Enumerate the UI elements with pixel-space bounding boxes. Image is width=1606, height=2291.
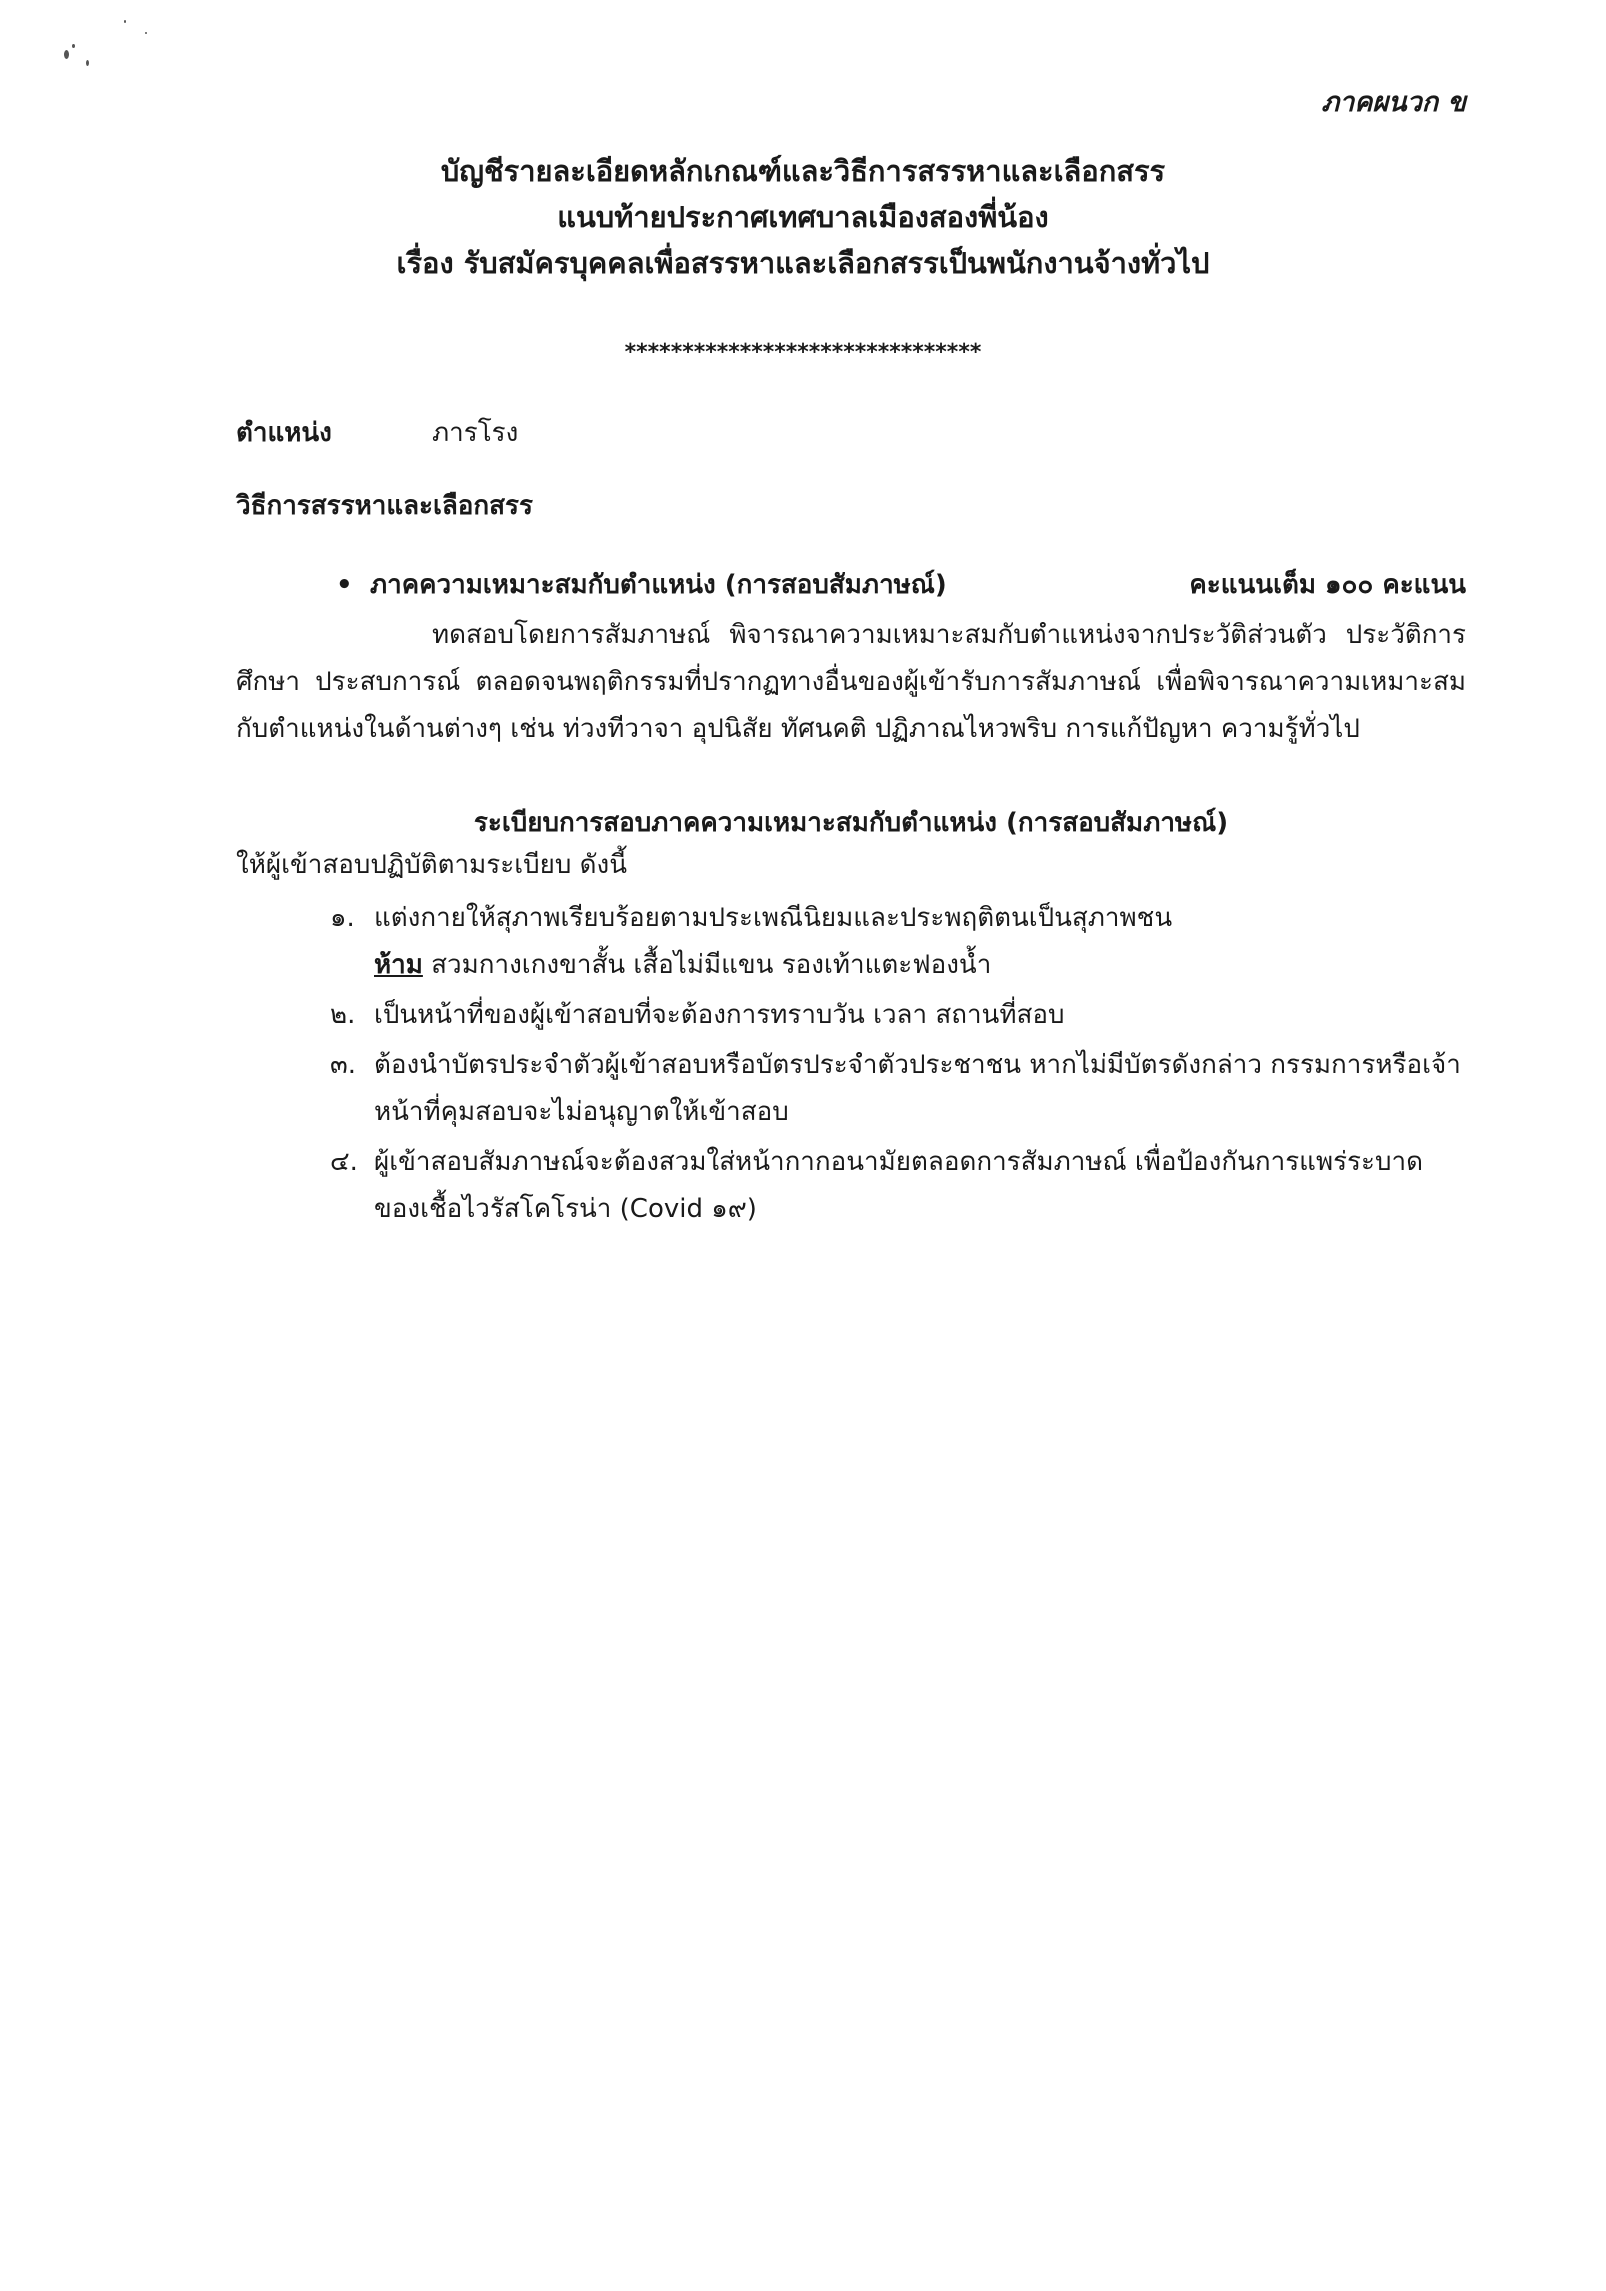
rules-list <box>330 895 1466 1236</box>
position-row <box>236 410 1466 457</box>
section-title: ภาคความเหมาะสมกับตำแหน่ง (การสอบสัมภาษณ์) <box>370 570 947 600</box>
rule-item <box>330 1139 1466 1233</box>
section-heading <box>336 562 1466 609</box>
rule-text-main: แต่งกายให้สุภาพเรียบร้อยตามประเพณีนิยมและประพฤติตนเป็นสุภาพชน <box>374 903 1173 933</box>
rule-item <box>330 1042 1466 1136</box>
prohibit-text: สวมกางเกงขาสั้น เสื้อไม่มีแขน รองเท้าแตะฟองน้ำ <box>422 950 992 980</box>
rule-text: ต้องนำบัตรประจำตัวผู้เข้าสอบหรือบัตรประจำตัวประชาชน หากไม่มีบัตรดังกล่าว กรรมการหรือเจ้าหน้าที่คุมสอบจะไม่อนุญาตให้เข้าสอบ <box>374 1050 1461 1127</box>
position-label: ตำแหน่ง <box>236 418 332 448</box>
description-paragraph <box>236 612 1466 753</box>
rule-number: ๔. <box>330 1147 358 1177</box>
document-title <box>0 148 1606 286</box>
section-score: คะแนนเต็ม ๑๐๐ คะแนน <box>1189 570 1466 600</box>
method-heading: วิธีการสรรหาและเลือกสรร <box>236 491 533 521</box>
description-text: ทดสอบโดยการสัมภาษณ์ พิจารณาความเหมาะสมกับตำแหน่งจากประวัติส่วนตัว ประวัติการศึกษา ประสบการณ์ ตลอดจนพฤติกรรมที่ปรากฏทางอื่นของผู้เข้ารับการสัมภาษณ์ เพื่อพิจารณาความเหมาะสมกับตำแหน่งในด้านต่างๆ เช่น ท่วงทีวาจา อุปนิสัย ทัศนคติ ปฏิภาณไหวพริบ การแก้ปัญหา ความรู้ทั่วไป <box>236 620 1466 744</box>
rule-text: ผู้เข้าสอบสัมภาษณ์จะต้องสวมใส่หน้ากากอนามัยตลอดการสัมภาษณ์ เพื่อป้องกันการแพร่ระบาดของเชื้อไวรัสโคโรน่า (Covid ๑๙) <box>374 1147 1423 1224</box>
rule-number: ๑. <box>330 903 355 933</box>
rule-number: ๓. <box>330 1050 357 1080</box>
rules-heading: ระเบียบการสอบภาคความเหมาะสมกับตำแหน่ง (การสอบสัมภาษณ์) <box>473 808 1229 838</box>
rule-text <box>374 895 1466 989</box>
rule-item <box>330 992 1466 1039</box>
rule-number: ๒. <box>330 1000 356 1030</box>
rule-text: เป็นหน้าที่ของผู้เข้าสอบที่จะต้องการทราบวัน เวลา สถานที่สอบ <box>374 1000 1065 1030</box>
bullet-icon: • <box>336 570 353 600</box>
title-line-3: เรื่อง รับสมัครบุคคลเพื่อสรรหาและเลือกสรรเป็นพนักงานจ้างทั่วไป <box>396 246 1210 280</box>
title-line-1: บัญชีรายละเอียดหลักเกณฑ์และวิธีการสรรหาและเลือกสรร <box>440 154 1166 188</box>
rule-item <box>330 895 1466 989</box>
appendix-label: ภาคผนวก ข <box>1321 87 1466 118</box>
position-value: ภารโรง <box>432 418 519 448</box>
title-line-2: แนบท้ายประกาศเทศบาลเมืองสองพี่น้อง <box>557 200 1049 234</box>
rules-intro: ให้ผู้เข้าสอบปฏิบัติตามระเบียบ ดังนี้ <box>236 850 627 880</box>
prohibit-label: ห้าม <box>374 950 423 980</box>
asterisk-divider: ******************************* <box>624 340 982 365</box>
